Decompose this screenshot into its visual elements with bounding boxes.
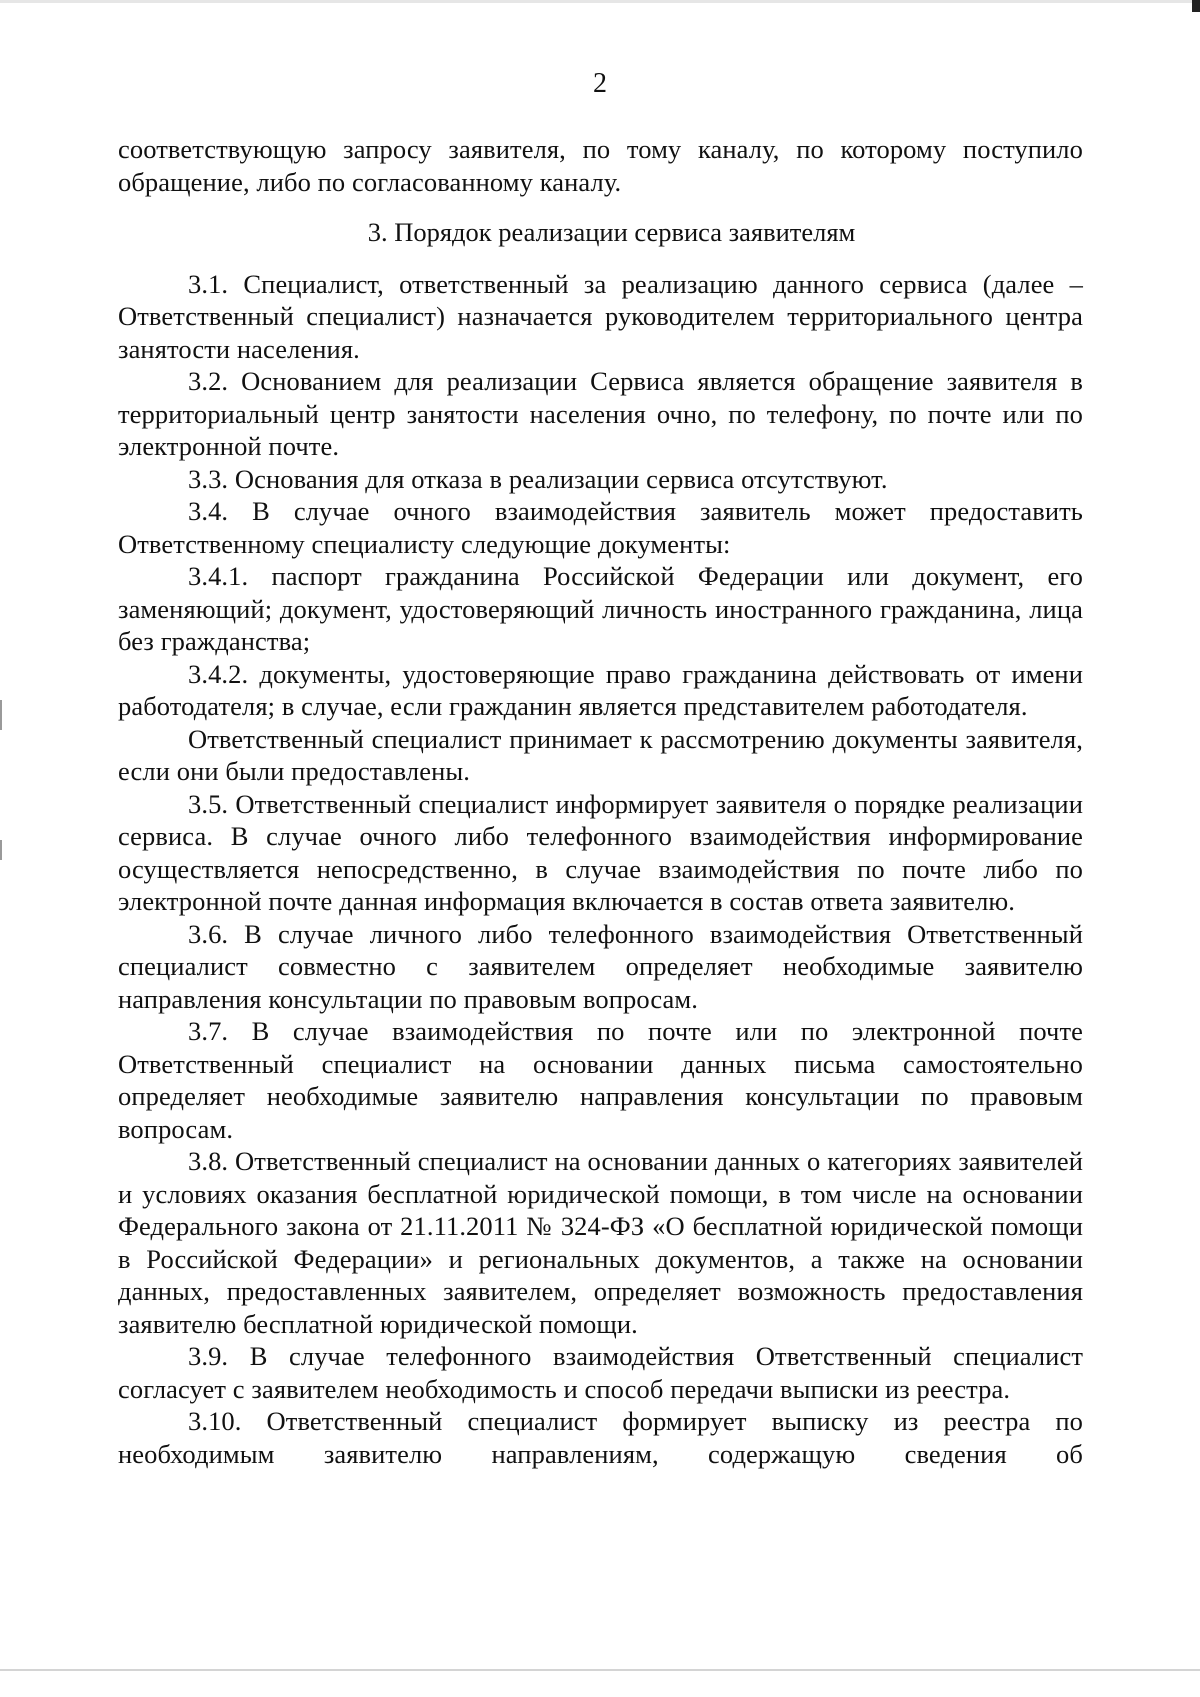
paragraph-3-9: 3.9. В случае телефонного взаимодействия Ответственный специалист согласует с заявителем необходимость и способ передачи выписки из реестра. — [118, 1341, 1083, 1404]
paragraph-3-7: 3.7. В случае взаимодействия по почте или по электронной почте Ответственный специалист на основании данных письма самостоятельно определяет необходимые заявителю направления консультации по правовым вопросам. — [118, 1016, 1083, 1144]
scan-left-edge-mark — [0, 700, 2, 730]
scan-top-edge — [0, 0, 1200, 3]
intro-continuation-paragraph: соответствующую запросу заявителя, по тому каналу, по которому поступило обращение, либо по согласованному каналу. — [118, 134, 1083, 197]
document-body — [118, 133, 1083, 1470]
paragraph-3-3: 3.3. Основания для отказа в реализации сервиса отсутствуют. — [188, 463, 888, 494]
page-number: 2 — [593, 68, 607, 99]
scan-left-edge-mark — [0, 840, 2, 860]
paragraph-3-4-2: 3.4.2. документы, удостоверяющие право гражданина действовать от имени работодателя; в случае, если гражданин является представителем работодателя. — [118, 658, 1083, 721]
paragraph-responsible-accepts: Ответственный специалист принимает к рассмотрению документы заявителя, если они были предоставлены. — [118, 723, 1083, 786]
scan-bottom-edge — [0, 1669, 1200, 1671]
paragraph-3-5: 3.5. Ответственный специалист информирует заявителя о порядке реализации сервиса. В случае очного либо телефонного взаимодействия информирование осуществляется непосредственно, в случае взаимодействия по почте либо по электронной почте данная информация включается в состав ответа заявителю. — [118, 788, 1083, 916]
paragraph-3-10: 3.10. Ответственный специалист формирует выписку из реестра по необходимым заявителю направлениям, содержащую сведения об — [118, 1406, 1083, 1469]
paragraph-3-1: 3.1. Специалист, ответственный за реализацию данного сервиса (далее – Ответственный специалист) назначается руководителем территориального центра занятости населения. — [118, 268, 1083, 364]
paragraph-3-4: 3.4. В случае очного взаимодействия заявитель может предоставить Ответственному специалисту следующие документы: — [118, 496, 1083, 559]
section-heading: 3. Порядок реализации сервиса заявителям — [367, 217, 856, 247]
paragraph-3-8: 3.8. Ответственный специалист на основании данных о категориях заявителей и условиях оказания бесплатной юридической помощи, в том числе на основании Федерального закона от 21.11.2011 № 324-ФЗ «О бесплатной юридической помощи в Российской Федерации» и региональных документов, а также на основании данных, предоставленных заявителем, определяет возможность предоставления заявителю бесплатной юридической помощи. — [118, 1146, 1083, 1339]
paragraph-3-6: 3.6. В случае личного либо телефонного взаимодействия Ответственный специалист совместно с заявителем определяет необходимые заявителю направления консультации по правовым вопросам. — [118, 918, 1083, 1014]
paragraph-3-4-1: 3.4.1. паспорт гражданина Российской Федерации или документ, его заменяющий; документ, удостоверяющий личность иностранного гражданина, лица без гражданства; — [118, 561, 1083, 656]
scan-corner-mark — [1192, 0, 1200, 12]
paragraph-3-2: 3.2. Основанием для реализации Сервиса является обращение заявителя в территориальный центр занятости населения очно, по телефону, по почте или по электронной почте. — [118, 366, 1083, 461]
